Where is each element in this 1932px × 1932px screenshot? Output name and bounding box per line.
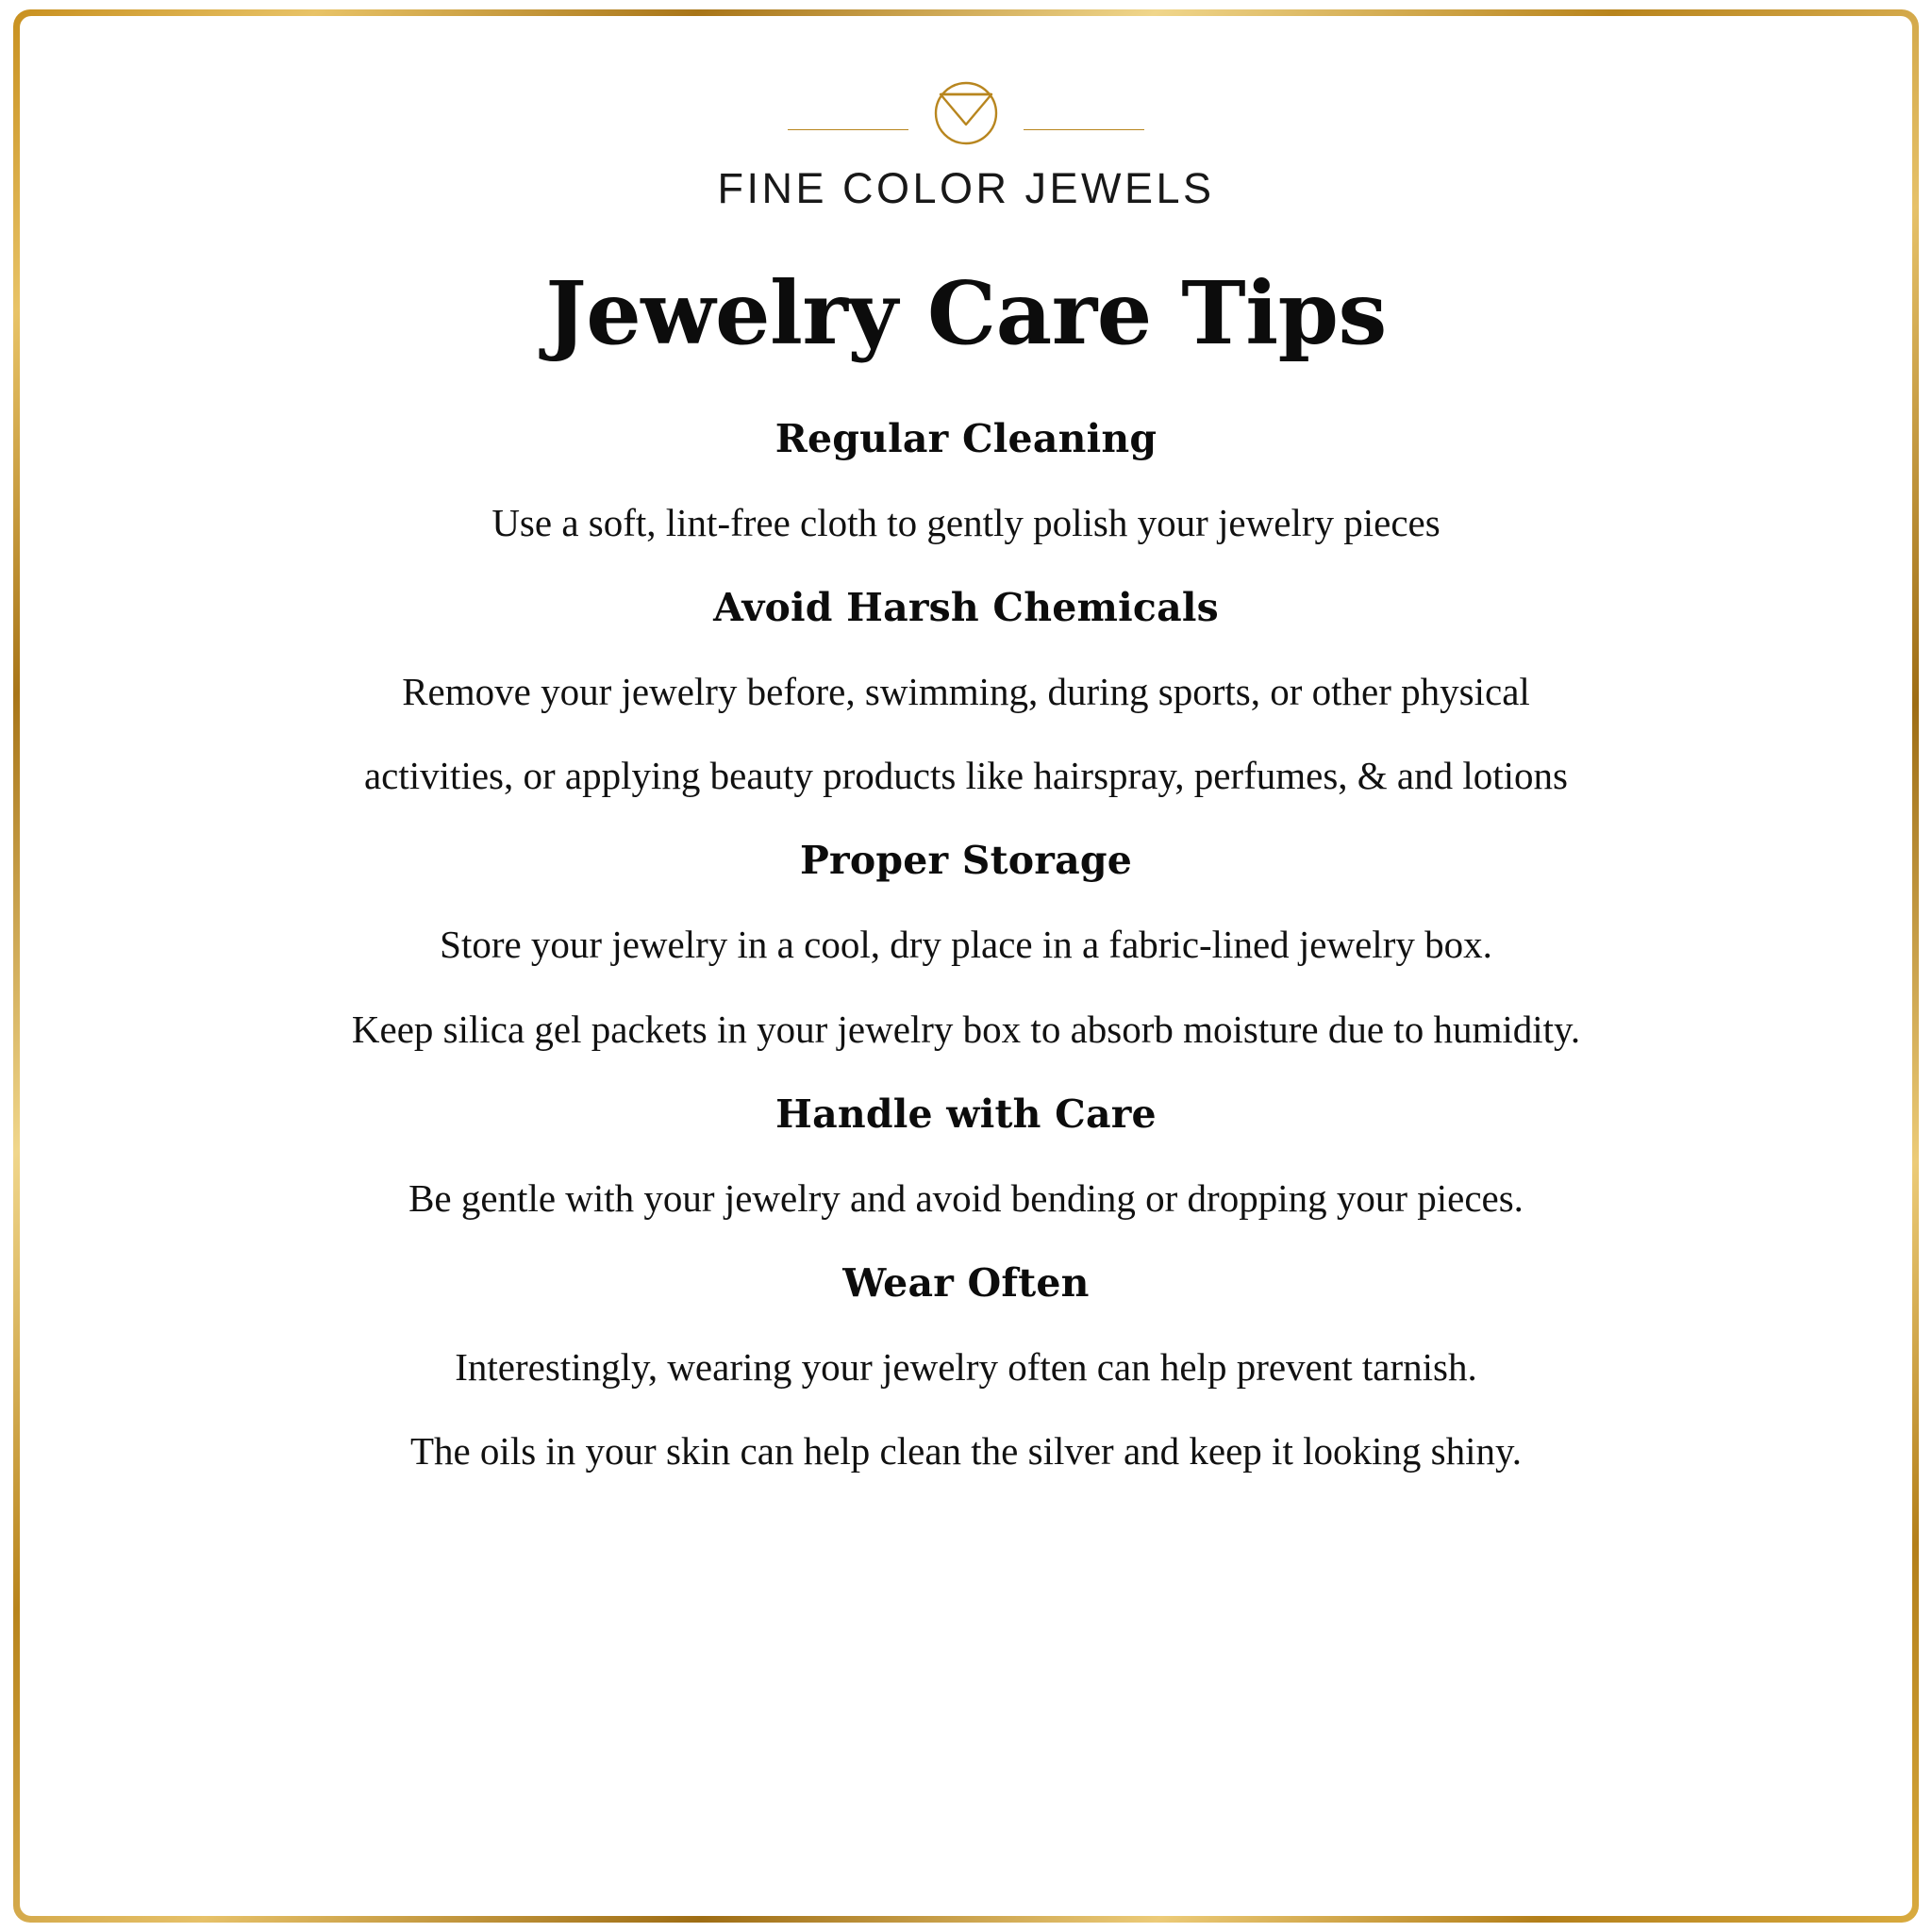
section-line: Keep silica gel packets in your jewelry box to absorb moisture due to humidity. (351, 1007, 1581, 1051)
logo-rule-left (788, 129, 908, 130)
section-line: Remove your jewelry before, swimming, during sports, or other physical (402, 669, 1530, 713)
section-heading: Wear Often (842, 1260, 1090, 1307)
section-heading: Proper Storage (799, 838, 1133, 884)
tip-section-wear-often (81, 1240, 1851, 1493)
brand-logo (81, 68, 1851, 158)
tip-section-avoid-harsh-chemicals (81, 564, 1851, 818)
section-line: Store your jewelry in a cool, dry place in a fabric-lined jewelry box. (440, 923, 1492, 967)
section-heading: Avoid Harsh Chemicals (713, 584, 1219, 630)
logo-rule-right (1024, 129, 1144, 130)
tip-section-handle-with-care (81, 1071, 1851, 1240)
section-line: activities, or applying beauty products like hairspray, perfumes, & and lotions (363, 754, 1568, 798)
section-heading: Regular Cleaning (774, 415, 1158, 461)
section-line: Be gentle with your jewelry and avoid bending or dropping your pieces. (408, 1175, 1524, 1220)
section-line: The oils in your skin can help clean the silver and keep it looking shiny. (409, 1429, 1523, 1474)
tips-sections (81, 410, 1851, 1516)
section-line: Use a soft, lint-free cloth to gently polish your jewelry pieces (491, 500, 1441, 544)
page-title: Jewelry Care Tips (545, 262, 1387, 364)
tip-section-proper-storage (81, 817, 1851, 1071)
brand-name: FINE COLOR JEWELS (717, 164, 1215, 212)
section-heading: Handle with Care (775, 1091, 1157, 1137)
diamond-outline-icon (925, 68, 1007, 159)
section-line: Interestingly, wearing your jewelry often can help prevent tarnish. (455, 1345, 1477, 1390)
bottom-spacer (81, 1493, 1851, 1516)
brand-header (81, 68, 1851, 213)
page-content (15, 15, 1917, 1917)
tip-section-regular-cleaning (81, 410, 1851, 564)
